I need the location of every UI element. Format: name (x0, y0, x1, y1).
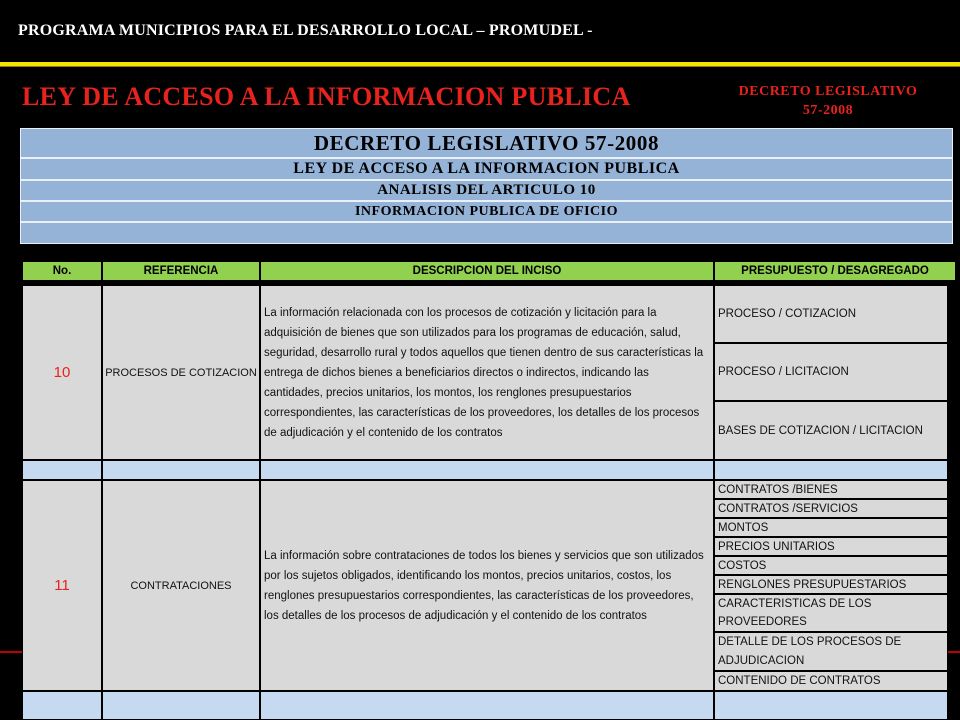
row-11-presupuesto-item: COSTOS (714, 556, 948, 575)
title-block-ley: LEY DE ACCESO A LA INFORMACION PUBLICA (20, 158, 953, 180)
spacer-cell (714, 460, 948, 480)
title-block-informacion: INFORMACION PUBLICA DE OFICIO (20, 201, 953, 222)
row-11-presupuesto-item: MONTOS (714, 518, 948, 537)
row-10-descripcion: La información relacionada con los procesos de cotización y licitación para la adquisición de bienes que son utilizados para los programas de educación, salud, seguridad, desarrollo rural y todos aquellos que tienen dentro de sus características la entrega de dichos bienes a beneficiarios directos o indirectos, indicando las cantidades, precios unitarios, los montos, los renglones presupuestarios correspondientes, las características de los proveedores, los detalles de los procesos de adjudicación y el contenido de los contratos (260, 285, 714, 460)
row-11-presupuesto-item: RENGLONES PRESUPUESTARIOS (714, 575, 948, 594)
column-header-referencia: REFERENCIA (102, 261, 260, 281)
column-header-no: No. (22, 261, 102, 281)
row-10-presupuesto-item: PROCESO / COTIZACION (714, 285, 948, 343)
row-11-presupuesto-item: PRECIOS UNITARIOS (714, 537, 948, 556)
spacer-cell (260, 460, 714, 480)
row-11-descripcion (260, 480, 714, 691)
row-11-referencia: CONTRATACIONES (102, 480, 260, 691)
spacer-cell (22, 460, 102, 480)
column-header-descripcion: DESCRIPCION DEL INCISO (260, 261, 714, 281)
row-11-descripcion-text: La información sobre contrataciones de todos los bienes y servicios que son utilizados por los sujetos obligados, identificando los montos, precios unitarios, costos, los renglones presupuestarios correspondientes, las características de los proveedores, los detalles de los procesos de adjudicación y el contenido de los contratos (264, 549, 704, 622)
spacer-cell (102, 691, 260, 720)
column-header-presupuesto: PRESUPUESTO / DESAGREGADO (714, 261, 956, 281)
spacer-cell (714, 691, 948, 720)
spacer-cell (22, 691, 102, 720)
yellow-divider-shadow (0, 66, 960, 67)
law-title: LEY DE ACCESO A LA INFORMACION PUBLICA (22, 82, 631, 111)
title-block (20, 128, 953, 244)
table-body (22, 285, 948, 720)
row-11-presupuesto-item: DETALLE DE LOS PROCESOS DE ADJUDICACION (714, 632, 948, 671)
red-divider-left (0, 651, 22, 653)
table-header (22, 261, 956, 281)
row-11-presupuesto-item: CONTRATOS /SERVICIOS (714, 499, 948, 518)
title-block-articulo: ANALISIS DEL ARTICULO 10 (20, 180, 953, 201)
title-block-empty-row (20, 222, 953, 244)
row-10-presupuesto-item: PROCESO / LICITACION (714, 343, 948, 401)
decreto-label (715, 82, 941, 120)
program-title: PROGRAMA MUNICIPIOS PARA EL DESARROLLO LOCAL – PROMUDEL - (18, 22, 593, 39)
title-block-decreto: DECRETO LEGISLATIVO 57-2008 (20, 128, 953, 158)
row-11-presupuesto-item: CONTRATOS /BIENES (714, 480, 948, 499)
row-10-referencia: PROCESOS DE COTIZACION (102, 285, 260, 460)
row-11-presupuesto-item: CONTENIDO DE CONTRATOS (714, 671, 948, 691)
decreto-label-line1: DECRETO LEGISLATIVO (738, 84, 918, 99)
red-divider-right (948, 651, 960, 653)
row-10-presupuesto-item: BASES DE COTIZACION / LICITACION (714, 401, 948, 460)
spacer-cell (260, 691, 714, 720)
decreto-label-line2: 57-2008 (802, 103, 854, 118)
row-10-number: 10 (22, 285, 102, 460)
row-11-number: 11 (22, 480, 102, 691)
spacer-cell (102, 460, 260, 480)
row-11-presupuesto-item: CARACTERISTICAS DE LOS PROVEEDORES (714, 594, 948, 632)
